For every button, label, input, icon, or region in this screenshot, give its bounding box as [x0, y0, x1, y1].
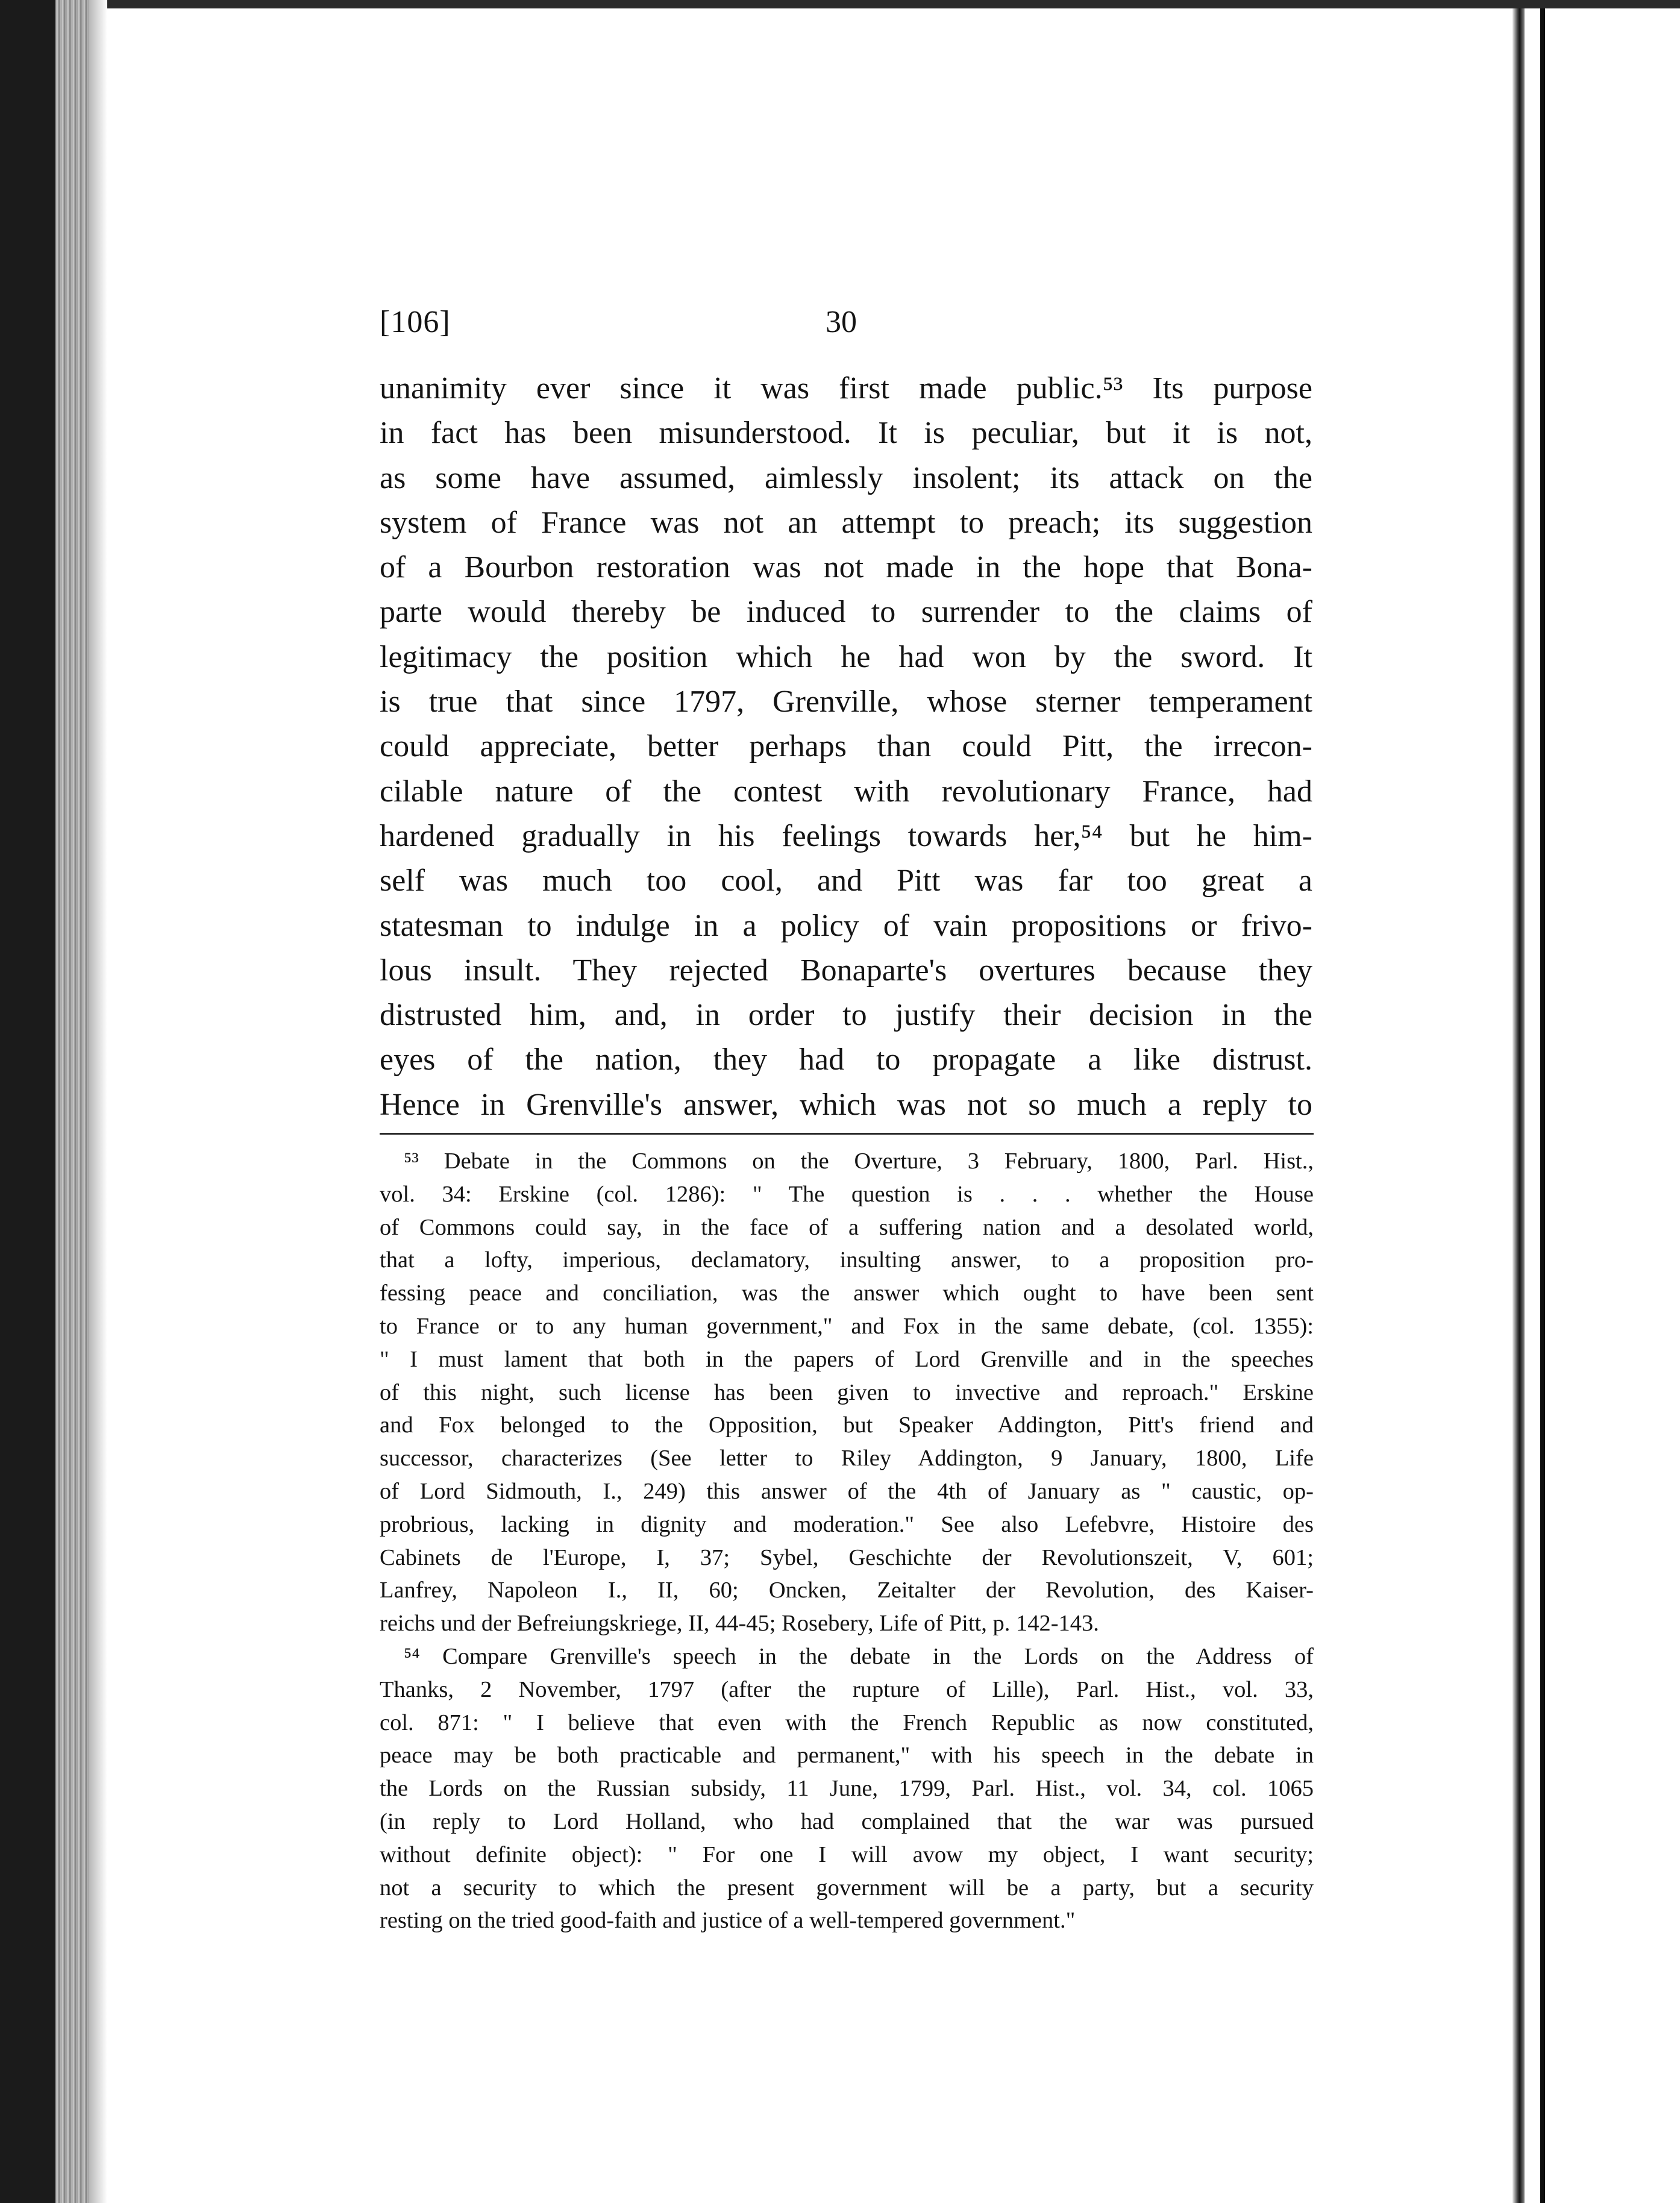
body-line: system of France was not an attempt to preach; its suggestion — [380, 505, 1312, 540]
footnote-line: probrious, lacking in dignity and moderation." See also Lefebvre, Histoire des — [380, 1511, 1314, 1537]
footnote-line: without definite object): " For one I will avow my object, I want security; — [380, 1841, 1314, 1867]
page-header — [380, 295, 1320, 349]
body-line: self was much too cool, and Pitt was far too great a — [380, 863, 1312, 898]
footnote-line: ⁵³ Debate in the Commons on the Overture, 3 February, 1800, Parl. Hist., — [404, 1149, 1314, 1174]
scan-right-edge — [1512, 8, 1525, 2203]
page-number: 30 — [826, 305, 857, 339]
scan-left-edge — [0, 0, 55, 2203]
page-leaves-edge — [55, 0, 89, 2203]
footnote-line: vol. 34: Erskine (col. 1286): " The question is . . . whether the House — [380, 1181, 1314, 1207]
body-line: hardened gradually in his feelings towards her,⁵⁴ but he him- — [380, 818, 1312, 853]
body-line: Hence in Grenville's answer, which was not so much a reply to — [380, 1087, 1312, 1122]
gutter-shadow — [89, 0, 107, 2203]
body-line: unanimity ever since it was first made public.⁵³ Its purpose — [380, 371, 1312, 406]
footnote-line: " I must lament that both in the papers of Lord Grenville and in the speeches — [380, 1346, 1314, 1372]
footnote-line: resting on the tried good-faith and justice of a well-tempered government." — [380, 1908, 1076, 1934]
body-line: as some have assumed, aimlessly insolent; its attack on the — [380, 460, 1312, 495]
footnote-line: ⁵⁴ Compare Grenville's speech in the debate in the Lords on the Address of — [404, 1643, 1314, 1669]
footnote-line: to France or to any human government," and Fox in the same debate, (col. 1355): — [380, 1313, 1314, 1339]
footnote-line: col. 871: " I believe that even with the French Republic as now constituted, — [380, 1709, 1314, 1735]
footnote-54 — [380, 1640, 1314, 1937]
footnote-line: Thanks, 2 November, 1797 (after the rupture of Lille), Parl. Hist., vol. 33, — [380, 1676, 1314, 1702]
body-line: could appreciate, better perhaps than could Pitt, the irrecon- — [380, 729, 1312, 764]
body-line: lous insult. They rejected Bonaparte's overtures because they — [380, 953, 1312, 988]
body-line: eyes of the nation, they had to propagate a like distrust. — [380, 1042, 1312, 1077]
body-line: legitimacy the position which he had won by the sword. It — [380, 639, 1312, 674]
footnote-53 — [380, 1145, 1314, 1640]
next-page-edge-line — [1540, 8, 1545, 2203]
footnote-line: successor, characterizes (See letter to Riley Addington, 9 January, 1800, Life — [380, 1446, 1314, 1471]
footnote-line: fessing peace and conciliation, was the answer which ought to have been sent — [380, 1280, 1314, 1306]
body-line: in fact has been misunderstood. It is peculiar, but it is not, — [380, 416, 1312, 451]
footnote-line: of Lord Sidmouth, I., 249) this answer of the 4th of January as " caustic, op- — [380, 1478, 1314, 1504]
footnote-line: not a security to which the present government will be a party, but a security — [380, 1875, 1314, 1901]
footnotes — [380, 1145, 1314, 1937]
body-line: parte would thereby be induced to surrender to the claims of — [380, 595, 1312, 630]
footnote-line: peace may be both practicable and permanent," with his speech in the debate in — [380, 1743, 1314, 1769]
footnote-line: the Lords on the Russian subsidy, 11 June, 1799, Parl. Hist., vol. 34, col. 1065 — [380, 1776, 1314, 1802]
section-reference: [106] — [380, 305, 451, 339]
body-line: of a Bourbon restoration was not made in the hope that Bona- — [380, 550, 1312, 585]
next-page-margin — [1525, 8, 1680, 2203]
footnote-line: Lanfrey, Napoleon I., II, 60; Oncken, Zeitalter der Revolution, des Kaiser- — [380, 1578, 1314, 1603]
footnote-line: reichs und der Befreiungskriege, II, 44-45; Rosebery, Life of Pitt, p. 142-143. — [380, 1611, 1099, 1637]
body-line: statesman to indulge in a policy of vain propositions or frivo- — [380, 908, 1312, 943]
footnote-line: (in reply to Lord Holland, who had complained that the war was pursued — [380, 1808, 1314, 1834]
body-line: cilable nature of the contest with revolutionary France, had — [380, 774, 1312, 809]
scan-top-edge — [0, 0, 1680, 8]
footnote-line: Cabinets de l'Europe, I, 37; Sybel, Geschichte der Revolutionszeit, V, 601; — [380, 1544, 1314, 1570]
footnote-line: that a lofty, imperious, declamatory, insulting answer, to a proposition pro- — [380, 1247, 1314, 1273]
footnote-line: of this night, such license has been given to invective and reproach." Erskine — [380, 1379, 1314, 1405]
body-line: distrusted him, and, in order to justify their decision in the — [380, 998, 1312, 1033]
footnote-line: of Commons could say, in the face of a suffering nation and a desolated world, — [380, 1214, 1314, 1240]
footnote-line: and Fox belonged to the Opposition, but Speaker Addington, Pitt's friend and — [380, 1412, 1314, 1438]
footnote-divider — [380, 1133, 1314, 1135]
body-line: is true that since 1797, Grenville, whose sterner temperament — [380, 685, 1312, 719]
body-text — [380, 366, 1312, 1127]
